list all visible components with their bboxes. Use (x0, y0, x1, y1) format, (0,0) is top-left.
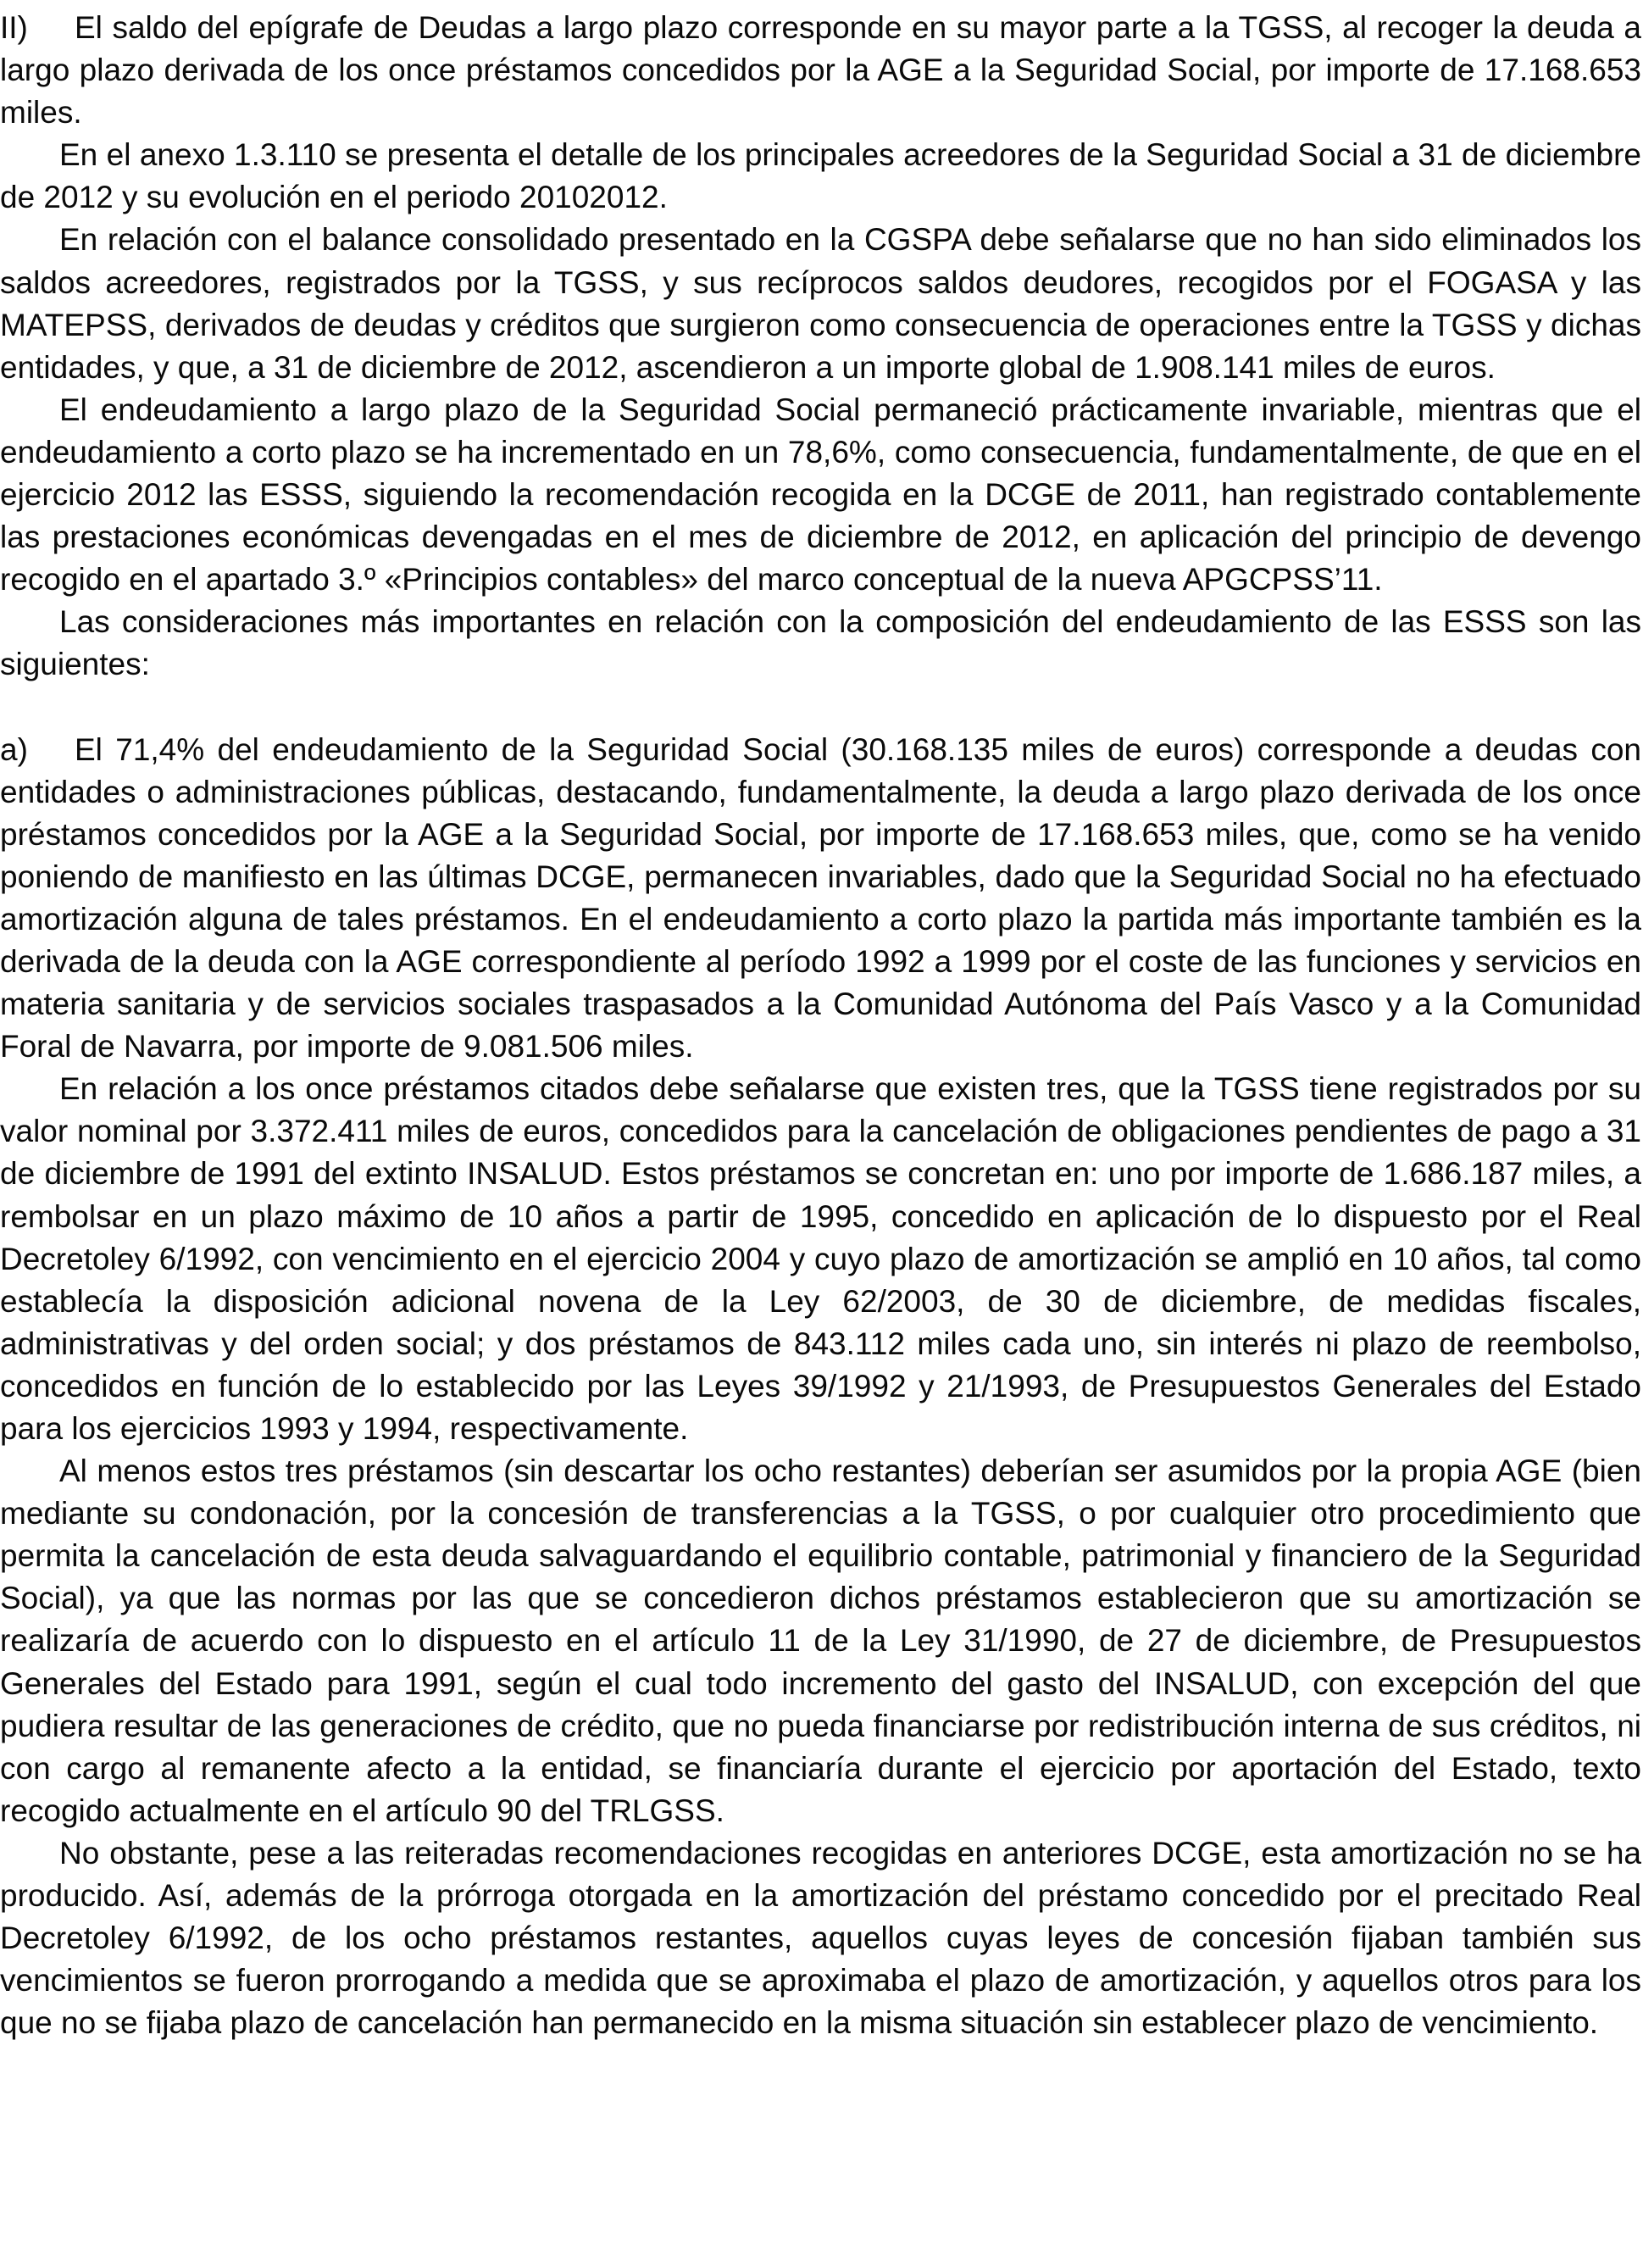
paragraph-a (0, 729, 1641, 1069)
paragraph-text: En el anexo 1.3.110 se presenta el detalle de los principales acreedores de la Seguridad Social a 31 de diciembre de 2012 y su evolución en el periodo 20102012. (0, 137, 1641, 215)
paragraph-text: En relación con el balance consolidado presentado en la CGSPA debe señalarse que no han sido eliminados los saldos acreedores, registrados por la TGSS, y sus recíprocos saldos deudores, recogidos por el FOGASA y las MATEPSS, derivados de deudas y créditos que surgieron como consecuencia de operaciones entre la TGSS y dichas entidades, y que, a 31 de diciembre de 2012, ascendieron a un importe global de 1.908.141 miles de euros. (0, 222, 1641, 385)
paragraph-endeudamiento (0, 389, 1641, 601)
paragraph-text: Las consideraciones más importantes en relación con la composición del endeudamiento de las ESSS son las siguientes: (0, 604, 1641, 682)
list-label: a) (0, 731, 28, 767)
paragraph-text: El endeudamiento a largo plazo de la Seguridad Social permaneció prácticamente invariable, mientras que el endeudamiento a corto plazo se ha incrementado en un 78,6%, como consecuencia, fundamentalmente, de que en el ejercicio 2012 las ESSS, siguiendo la recomendación recogida en la DCGE de 2011, han registrado contablemente las prestaciones económicas devengadas en el mes de diciembre de 2012, en aplicación del principio de devengo recogido en el apartado 3.º «Principios contables» del marco conceptual de la nueva APGCPSS’11. (0, 392, 1641, 598)
paragraph-text: Al menos estos tres préstamos (sin descartar los ocho restantes) deberían ser asumidos por la propia AGE (bien mediante su condonación, por la concesión de transferencias a la TGSS, o por cualquier otro procedimiento que permita la cancelación de esta deuda salvaguardando el equilibrio contable, patrimonial y financiero de la Seguridad Social), ya que las normas por las que se concedieron dichos préstamos establecieron que su amortización se realizaría de acuerdo con lo dispuesto en el artículo 11 de la Ley 31/1990, de 27 de diciembre, de Presupuestos Generales del Estado para 1991, según el cual todo incremento del gasto del INSALUD, con excepción del que pudiera resultar de las generaciones de crédito, que no pueda financiarse por redistribución interna de sus créditos, ni con cargo al remanente afecto a la entidad, se financiaría durante el ejercicio por aportación del Estado, texto recogido actualmente en el artículo 90 del TRLGSS. (0, 1454, 1641, 1828)
paragraph-tres-prestamos (0, 1450, 1641, 1832)
list-label: II) (0, 10, 28, 45)
paragraph-once-prestamos (0, 1068, 1641, 1450)
paragraph-anexo (0, 134, 1641, 219)
paragraph-no-obstante (0, 1832, 1641, 2044)
paragraph-spacer (0, 687, 1643, 729)
paragraph-balance-consolidado (0, 219, 1641, 388)
paragraph-text: El saldo del epígrafe de Deudas a largo plazo corresponde en su mayor parte a la TGSS, al recoger la deuda a largo plazo derivada de los once préstamos concedidos por la AGE a la Seguridad Social, por importe de 17.168.653 miles. (0, 10, 1641, 131)
paragraph-text: En relación a los once préstamos citados debe señalarse que existen tres, que la TGSS tiene registrados por su valor nominal por 3.372.411 miles de euros, concedidos para la cancelación de obligaciones pendientes de pago a 31 de diciembre de 1991 del extinto INSALUD. Estos préstamos se concretan en: uno por importe de 1.686.187 miles, a rembolsar en un plazo máximo de 10 años a partir de 1995, concedido en aplicación de lo dispuesto por el Real Decretoley 6/1992, con vencimiento en el ejercicio 2004 y cuyo plazo de amortización se amplió en 10 años, tal como establecía la disposición adicional novena de la Ley 62/2003, de 30 de diciembre, de medidas fiscales, administrativas y del orden social; y dos préstamos de 843.112 miles cada uno, sin interés ni plazo de reembolso, concedidos en función de lo establecido por las Leyes 39/1992 y 21/1993, de Presupuestos Generales del Estado para los ejercicios 1993 y 1994, respectivamente. (0, 1071, 1641, 1446)
paragraph-consideraciones (0, 601, 1641, 686)
paragraph-text: El 71,4% del endeudamiento de la Seguridad Social (30.168.135 miles de euros) corresponde a deudas con entidades o administraciones públicas, destacando, fundamentalmente, la deuda a largo plazo derivada de los once préstamos concedidos por la AGE a la Seguridad Social, por importe de 17.168.653 miles, que, como se ha venido poniendo de manifiesto en las últimas DCGE, permanecen invariables, dado que la Seguridad Social no ha efectuado amortización alguna de tales préstamos. En el endeudamiento a corto plazo la partida más importante también es la derivada de la deuda con la AGE correspondiente al período 1992 a 1999 por el coste de las funciones y servicios en materia sanitaria y de servicios sociales traspasados a la Comunidad Autónoma del País Vasco y a la Comunidad Foral de Navarra, por importe de 9.081.506 miles. (0, 731, 1641, 1065)
paragraph-II (0, 7, 1641, 134)
paragraph-text: No obstante, pese a las reiteradas recomendaciones recogidas en anteriores DCGE, esta amortización no se ha producido. Así, además de la prórroga otorgada en la amortización del préstamo concedido por el precitado Real Decretoley 6/1992, de los ocho préstamos restantes, aquellos cuyas leyes de concesión fijaban también sus vencimientos se fueron prorrogando a medida que se aproximaba el plazo de amortización, y aquellos otros para los que no se fijaba plazo de cancelación han permanecido en la misma situación sin establecer plazo de vencimiento. (0, 1835, 1641, 2041)
